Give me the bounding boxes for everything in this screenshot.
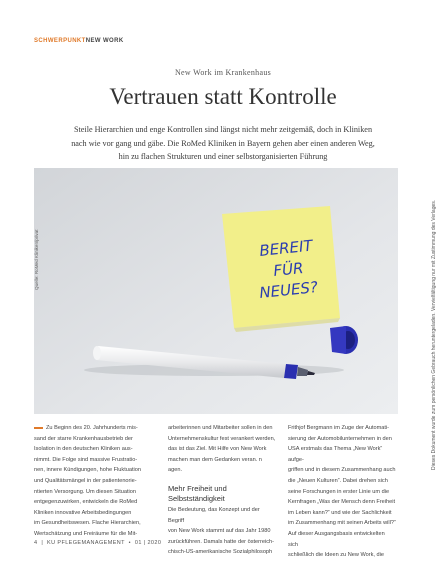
text-line: im Zusammenhang mit seinen Arbeits will?“ <box>288 520 396 527</box>
text-line: Die Bedeutung, das Konzept und der Begriff <box>168 506 260 524</box>
text-line: sierung der Automobilunternehmen in den <box>288 435 392 442</box>
text-line: Zu Beginn des 20. Jahrhunderts mis- <box>34 423 142 434</box>
text-line: die „Neuen Kulturen“. Dabei drehen sich <box>288 477 388 484</box>
sticky-note-line: NEUES? <box>258 277 319 302</box>
text-line: sand der starre Krankenhausbetrieb der <box>34 435 133 442</box>
section-subheading: Mehr Freiheit und Selbstständigkeit <box>168 483 227 503</box>
sticky-note-line: BEREIT <box>258 236 314 260</box>
journal-name: KU PFLEGEMANAGEMENT <box>47 540 125 546</box>
text-line: von New Work stammt auf das Jahr 1980 <box>168 528 271 535</box>
text-line: arbeiterinnen und Mitarbeiter sollen in den <box>168 425 273 431</box>
text-line: Wertschätzung und Freiräume für die Mit- <box>34 530 138 537</box>
text-line: griffen und in diesem Zusammenhang auch <box>288 467 396 474</box>
sticky-note-line: FÜR <box>272 258 305 280</box>
text-line: chisch-US-amerikanische Sozialphilosoph <box>168 549 273 556</box>
page-footer: 4 | KU PFLEGEMANAGEMENT • 01 | 2020 <box>34 540 162 546</box>
text-line: nen, innere Kündigungen, hohe Fluktuation <box>34 467 141 474</box>
text-line: schließlich die Ideen zu New Work, die <box>288 552 384 559</box>
text-line: das ist das Ziel. Mit Hilfe von New Work <box>168 446 267 453</box>
text-line: zurückführen. Damals hatte der österreich- <box>168 538 275 545</box>
sticky-note <box>222 206 340 332</box>
text-line: Frithjof Bergmann im Zuge der Automati- <box>288 425 390 431</box>
lead-line: hin zu flachen Strukturen und einer selbstorganisierten Führung <box>118 152 328 161</box>
issue-label: 01 | 2020 <box>134 540 162 546</box>
article-photo <box>34 168 398 414</box>
photo-credit: Quelle: RoMed Kliniken/privat <box>34 229 39 290</box>
text-line: machen man dem Gedanken veran. n agen. <box>168 456 262 474</box>
lead-paragraph <box>44 123 402 164</box>
page-number: 4 <box>34 540 38 546</box>
section-kicker <box>34 38 124 44</box>
lead-line: nach wie vor gang und gäbe. Die RoMed Kliniken in Bayern gehen aber einen anderen Weg, <box>71 138 375 148</box>
topic-label: NEW WORK <box>85 38 124 44</box>
text-line: seine Forschungen in erster Linie um die <box>288 488 390 495</box>
intro-dash <box>34 427 43 429</box>
download-notice: Dieses Dokument wurde zum persönlichen Gebrauch heruntergeladen. Vervielfältigung nur mit Zustimmung des Verlages. <box>431 199 437 470</box>
text-line: entgegenzuwirken, entwickeln die RoMed <box>34 499 138 506</box>
text-line: im Gesundheitswesen. Flache Hierarchien, <box>34 520 141 527</box>
marker-cap <box>330 326 358 354</box>
text-line: Isolation in den deutschen Kliniken aus- <box>34 446 133 453</box>
text-line: im Leben kann?“ und wie der Sachlichkeit <box>288 509 392 516</box>
text-line: Kernfragen „Was der Mensch denn Freiheit <box>288 499 396 506</box>
text-line: Auf dieser Ausgangsbasis entwickelten sich <box>288 530 385 548</box>
article-column-2 <box>168 423 276 558</box>
subheadline: New Work im Krankenhaus <box>174 68 272 77</box>
text-line: Unternehmenskultur fest verankert werden, <box>168 435 276 442</box>
photo-illustration <box>34 168 398 414</box>
text-line: ntierten Versorgung. Um diesen Situation <box>34 488 136 495</box>
text-line: und Qualitätsmängel in der patientenorie- <box>34 477 137 484</box>
lead-line: Steile Hierarchien und enge Kontrollen sind längst nicht mehr zeitgemäß, doch in Kliniken <box>73 125 373 134</box>
text-line: Kliniken innovative Arbeitsbedingungen <box>34 509 132 516</box>
article-column-3 <box>288 423 396 561</box>
text-line: USA erstmals das Thema „New Work“ aufge- <box>288 446 383 463</box>
headline: Vertrauen statt Kontrolle <box>109 84 337 109</box>
text-line: nimmt. Die Folge sind massive Frustratio- <box>34 456 138 463</box>
section-label: SCHWERPUNKT <box>34 38 86 44</box>
article-column-1 <box>34 423 142 540</box>
